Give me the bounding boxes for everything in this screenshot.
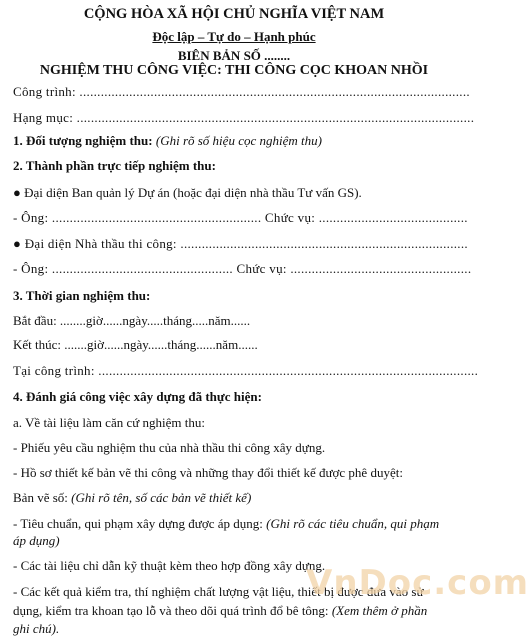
tests-note-cont: ghi chú). <box>13 621 60 636</box>
nation-heading: CỘNG HÒA XÃ HỘI CHỦ NGHĨA VIỆT NAM <box>83 6 385 22</box>
drawing-label: Bản vẽ số: <box>13 490 68 505</box>
section-1-heading: 1. Đối tượng nghiệm thu: <box>13 133 153 148</box>
doc-item-standards <box>13 516 455 532</box>
section-1 <box>13 133 455 149</box>
section-3-heading: 3. Thời gian nghiệm thu: <box>13 288 151 303</box>
field-cong-trinh: Công trình: .............................................................................................................. <box>13 84 470 99</box>
doc-item-request: - Phiếu yêu cầu nghiệm thu của nhà thầu thi công xây dựng. <box>13 440 326 455</box>
motto: Độc lập – Tự do – Hạnh phúc <box>152 29 316 44</box>
rep2-person-line: - Ông: ................................................... Chức vụ: ................................................... <box>13 261 472 276</box>
rep-project-management: ● Đại diện Ban quản lý Dự án (hoặc đại diện nhà thầu Tư vấn GS). <box>13 185 362 200</box>
standards-note-cont: áp dụng) <box>13 533 60 548</box>
doc-item-technical: - Các tài liệu chỉ dẫn kỹ thuật kèm theo hợp đồng xây dựng. <box>13 558 326 573</box>
section-4a: a. Về tài liệu làm căn cứ nghiệm thu: <box>13 415 205 430</box>
watermark-logo: VnDoc.com <box>306 563 529 603</box>
drawing-note: (Ghi rõ tên, số các bản vẽ thiết kế) <box>71 490 252 505</box>
rep1-person-line: - Ông: ........................................................... Chức vụ: .......................................... <box>13 210 468 225</box>
field-hang-muc: Hạng mục: ................................................................................................................ <box>13 110 475 125</box>
end-time-line: Kết thúc: .......giờ......ngày......tháng......năm...... <box>13 337 258 352</box>
rep-contractor: ● Đại diện Nhà thầu thi công: ................................................................................. <box>13 236 468 251</box>
tests-text: dụng, kiểm tra khoan tạo lỗ và theo dõi quá trình đổ bê tông: <box>13 603 329 618</box>
start-time-line: Bắt đầu: ........giờ......ngày.....tháng.....năm...... <box>13 313 251 328</box>
doc-item-tests-cont <box>13 603 455 619</box>
section-4-heading: 4. Đánh giá công việc xây dựng đã thực hiện: <box>13 389 262 404</box>
standards-label: - Tiêu chuẩn, qui phạm xây dựng được áp dụng: <box>13 516 263 531</box>
section-2-heading: 2. Thành phần trực tiếp nghiệm thu: <box>13 158 216 173</box>
tests-note: (Xem thêm ở phần <box>331 603 428 618</box>
place-line: Tại công trình: ........................................................................................................... <box>13 363 479 378</box>
drawing-number-line <box>13 490 455 506</box>
section-1-note: (Ghi rõ số hiệu cọc nghiệm thu) <box>155 133 322 148</box>
document-title: NGHIỆM THU CÔNG VIỆC: THI CÔNG CỌC KHOAN NHỒI <box>39 63 429 78</box>
document-number: BIÊN BẢN SỐ ........ <box>177 48 291 63</box>
doc-item-tests: - Các kết quả kiểm tra, thí nghiệm chất lượng vật liệu, thiết bị được đưa vào sử <box>13 584 424 599</box>
doc-item-design: - Hồ sơ thiết kế bản vẽ thi công và những thay đổi thiết kế được phê duyệt: <box>13 465 403 480</box>
standards-note: (Ghi rõ các tiêu chuẩn, qui phạm <box>266 516 440 531</box>
